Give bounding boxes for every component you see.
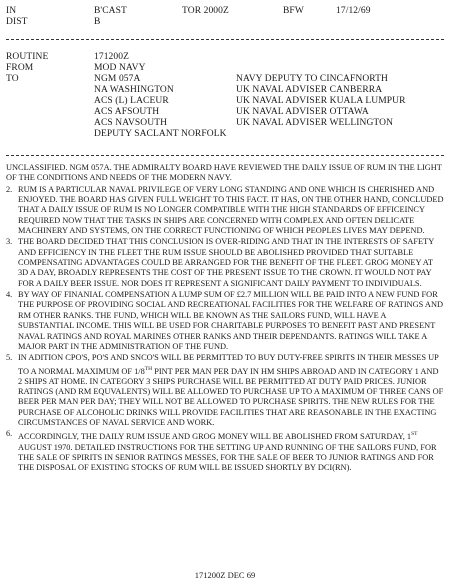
addressee-right: UK NAVAL ADVISER OTTAWA xyxy=(236,107,369,117)
addressee-left: NA WASHINGTON xyxy=(94,85,174,95)
addressee-right: UK NAVAL ADVISER KUALA LUMPUR xyxy=(236,96,406,106)
addressee-left: ACS (L) LACEUR xyxy=(94,96,169,106)
addressee-right: UK NAVAL ADVISER CANBERRA xyxy=(236,85,383,95)
paragraph-4 xyxy=(6,290,444,352)
paragraph-text xyxy=(18,353,444,428)
paragraph-text xyxy=(18,429,444,473)
addressee-right: UK NAVAL ADVISER WELLINGTON xyxy=(236,118,394,128)
paragraph-text-part: IN ADITION CPO'S, PO'S AND SNCO'S WILL BE PERMITTED TO BUY DUTY-FREE SPIRITS IN THEIR MESSES UP TO A NORMAL MAXIMUM OF 1/8 xyxy=(18,353,439,376)
paragraph-2 xyxy=(6,185,444,237)
from-value: MOD NAVY xyxy=(94,63,146,73)
paragraph-number: 5. xyxy=(6,353,13,363)
paragraph-5 xyxy=(6,353,444,428)
signal-code: BFW xyxy=(283,6,304,16)
signal-date: 17/12/69 xyxy=(336,6,371,16)
routing-divider xyxy=(6,155,444,156)
footer-time-group: 171200Z DEC 69 xyxy=(194,570,256,580)
paragraph-number: 2. xyxy=(6,184,13,194)
addressee-left: NGM 057A xyxy=(94,74,141,84)
paragraph-1: UNCLASSIFIED. NGM 057A. THE ADMIRALTY BOARD HAVE REVIEWED THE DAILY ISSUE OF RUM IN THE LIGHT OF THE CONDITIONS AND NEEDS OF THE MODERN NAVY. xyxy=(6,163,442,183)
dist-label: DIST xyxy=(6,17,28,27)
header-divider xyxy=(6,39,444,40)
to-label: TO xyxy=(6,74,19,84)
superscript: ST xyxy=(411,431,418,438)
in-label: IN xyxy=(6,6,17,16)
routine-label: ROUTINE xyxy=(6,52,49,62)
superscript: TH xyxy=(144,365,153,372)
paragraph-6 xyxy=(6,429,444,473)
routine-value: 171200Z xyxy=(94,52,130,62)
signal-body xyxy=(6,163,444,475)
paragraph-number: 6. xyxy=(6,429,13,439)
paragraph-3 xyxy=(6,237,444,289)
paragraph-text-part: AUGUST 1970. DETAILED INSTRUCTIONS FOR THE SETTING UP AND RUNNING OF THE SAILORS FUND, FOR THE SALE OF SPIRITS IN SENIOR RATINGS MESSES, FOR THE SALE OF BEER TO JUNIOR RATINGS AND FOR THE DISPOSAL OF EXISTING STOCKS OF RUM WILL BE ISSUED SHORTLY BY DCI(RN). xyxy=(18,442,437,473)
time-group: TOR 2000Z xyxy=(182,6,229,16)
paragraph-number: 3. xyxy=(6,237,13,247)
paragraph-text-part: PINT PER MAN PER DAY IN HM SHIPS ABROAD AND IN CATEGORY 1 AND 2 SHIPS AT HOME. IN CATEGORY 3 SHIPS PURCHASE WILL BE PERMITTED AT DUTY PAID PRICES. JUNIOR RATINGS (AND RM EQUVALENTS) WILL BE ALLOWED TO PURCHASE UP TO A MAXIMUM OF THREE CANS OF BEER PER MAN PER DAY; THEY WILL NOT BE ALLOWED TO PURCHASE SPIRITS. THE NEW RULES FOR THE PURCHASE OF ALCOHOLIC DRINKS WILL PROVIDE FACILITIES THAT ARE REASONABLE IN THE EXACTING CIRCUMSTANCES OF NAVAL SERVICE AND WORK. xyxy=(18,366,444,428)
paragraph-text: BY WAY OF FINANIAL COMPENSATION A LUMP SUM OF £2.7 MILLION WILL BE PAID INTO A NEW FUND FOR THE PURPOSE OF PROVIDING SOCIAL AND RECREATIONAL FACILITIES FOR THE WELFARE OF RATINGS AND RM OTHER RANKS. THE FUND, WHICH WILL BE KNOWN AS THE SAILORS FUND, WILL HAVE A SUBSTANTIAL INCOME. THIS WILL BE USED FOR CHARITABLE PURPOSES TO BENEFIT PAST AND PRESENT NAVAL RATINGS AND ROYAL MARINES OTHER RANKS AND THEIR DEPENDANTS. RATINGS WILL TAKE A MAJOR PART IN THE ADMINISTRATION OF THE FUND. xyxy=(18,290,444,351)
dist-value: B xyxy=(94,17,101,27)
addressee-right: NAVY DEPUTY TO CINCAFNORTH xyxy=(236,74,389,84)
addressee-left: ACS NAVSOUTH xyxy=(94,118,168,128)
category-value: B'CAST xyxy=(94,6,127,16)
paragraph-number: 4. xyxy=(6,290,13,300)
from-label: FROM xyxy=(6,63,34,73)
paragraph-text-part: ACCORDINGLY, THE DAILY RUM ISSUE AND GROG MONEY WILL BE ABOLISHED FROM SATURDAY, 1 xyxy=(18,432,412,442)
paragraph-text: THE BOARD DECIDED THAT THIS CONCLUSION IS OVER-RIDING AND THAT IN THE INTERESTS OF SAFETY AND EFFICIENCY IN THE FLEET THE RUM ISSUE SHOULD BE ABOLISHED PROVIDED THAT SUITABLE COMPENSATING ADVANTAGES COULD BE ARRANGED FOR THE BENEFIT OF THE FLEET. GROG MONEY AT 3D A DAY, BROADLY REPRESENTS THE COST OF THE PRESENT ISSUE TO THE CROWN. IT WOULD NOT PAY FOR A DAILY BEER ISSUE. NOR DOES IT REPRESENT A SIGNIFICANT DAILY PAYMENT TO INDIVIDUALS. xyxy=(18,237,434,288)
addressee-left: ACS AFSOUTH xyxy=(94,107,160,117)
paragraph-text: RUM IS A PARTICULAR NAVAL PRIVILEGE OF VERY LONG STANDING AND ONE WHICH IS CHERISHED AND ENJOYED. THE BOARD HAS GIVEN FULL WEIGHT TO THIS FACT. IT HAS, ON THE OTHER HAND, CONCLUDED THAT A DAILY ISSUE OF RUM IS NO LONGER COMPATIBLE WITH THE HIGH STANDARDS OF EFFICEINCY REQUIRED NOW THAT THE TASKS IN SHIPS ARE CONCERNED WITH COMPLEX AND OFTEN DELICATE MACHINERY AND SYSTEMS, ON THE CORRECT FUNCTIONING OF WHICH PEOPLES LIVES MAY DEPEND. xyxy=(18,184,444,236)
addressee-left: DEPUTY SACLANT NORFOLK xyxy=(94,129,227,139)
